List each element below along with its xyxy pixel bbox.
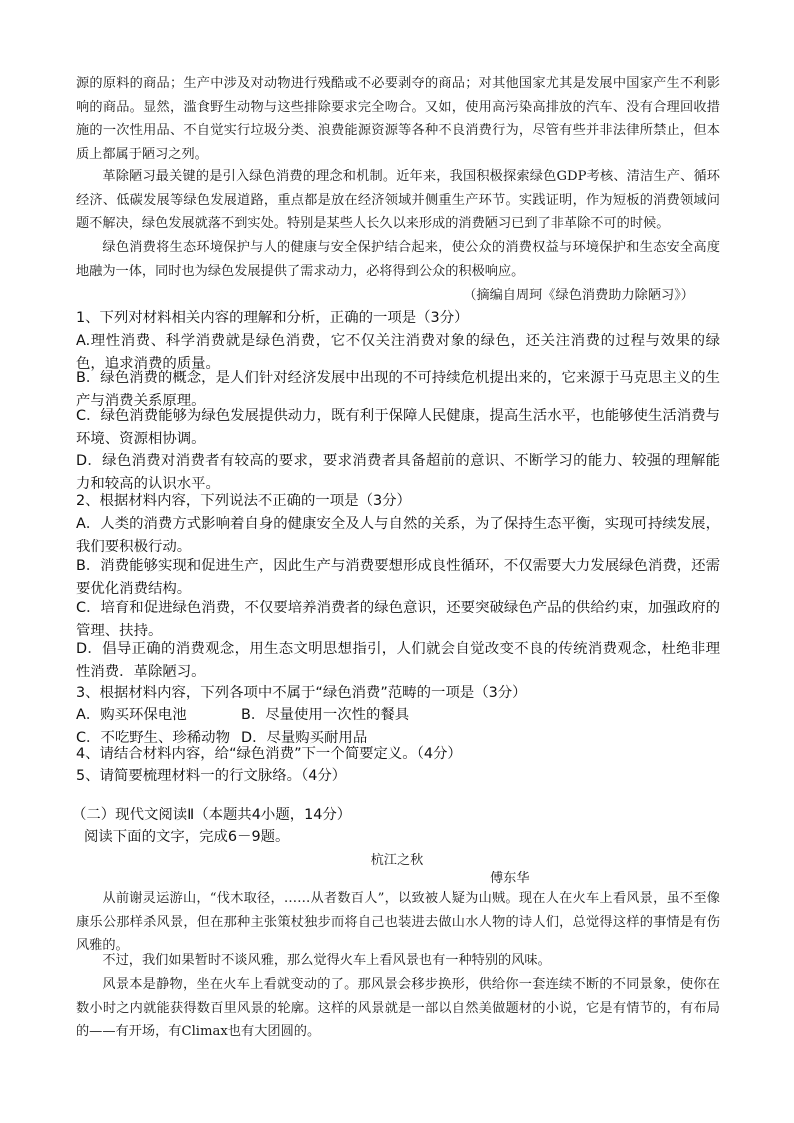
article-author: 傅东华 bbox=[490, 871, 530, 886]
question-3-option-b: B．尽量使用一次性的餐具 bbox=[241, 707, 410, 723]
article-paragraph-2: 不过，我们如果暂时不谈风雅，那么觉得火车上看风景也有一种特别的风味。 bbox=[102, 953, 551, 968]
passage1-source: （摘编自周珂《绿色消费助力除陋习》） bbox=[463, 288, 694, 303]
question-1-stem: 1、下列对材料相关内容的理解和分析，正确的一项是（3分） bbox=[76, 310, 469, 326]
question-2-option-b: B．消费能够实现和促进生产，因此生产与消费要想形成良性循环，不仅需要大力发展绿色消费，还需要优化消费结构。 bbox=[76, 558, 720, 598]
question-2-option-c: C．培育和促进绿色消费，不仅要培养消费者的绿色意识，还要突破绿色产品的供给约束，加强政府的管理、扶持。 bbox=[76, 600, 720, 640]
question-1-option-b: B．绿色消费的概念，是人们针对经济发展中出现的不可持续危机提出来的，它来源于马克思主义的生产与消费关系原理。 bbox=[76, 370, 720, 410]
article-paragraph-1: 从前谢灵运游山，“伐木取径，……从者数百人”，以致被人疑为山贼。现在人在火车上看风景，虽不至像康乐公那样杀风景，但在那种主张策杖独步而将自己也装进去做山水人物的诗人们，总觉得这样的事情是有伤风雅的。 bbox=[76, 891, 720, 953]
question-1-option-d: D．绿色消费对消费者有较高的要求，要求消费者具备超前的意识、不断学习的能力、较强的理解能力和较高的认识水平。 bbox=[76, 453, 720, 493]
question-3-option-d: D．尽量购买耐用品 bbox=[241, 730, 368, 747]
passage1-paragraph-2: 革除陋习最关键的是引入绿色消费的理念和机制。近年来，我国积极探索绿色GDP考核、清洁生产、循环经济、低碳发展等绿色发展道路，重点都是放在经济领域并侧重生产环节。实践证明，作为短板的消费领域问题不解决，绿色发展就落不到实处。特别是某些人长久以来形成的消费陋习已到了非革除不可的时候。 bbox=[76, 169, 720, 231]
passage1-paragraph-3: 绿色消费将生态环境保护与人的健康与安全保护结合起来，使公众的消费权益与环境保护和生态安全高度地融为一体，同时也为绿色发展提供了需求动力，必将得到公众的积极响应。 bbox=[76, 240, 720, 279]
question-3-stem: 3、根据材料内容，下列各项中不属于“绿色消费”范畴的一项是（3分） bbox=[76, 685, 527, 701]
question-4: 4、请结合材料内容，给“绿色消费”下一个简要定义。（4分） bbox=[76, 746, 462, 762]
question-5: 5、请简要梳理材料一的行文脉络。（4分） bbox=[76, 768, 347, 784]
question-3-option-a: A．购买环保电池 bbox=[76, 707, 187, 723]
question-1-option-a: A.理性消费、科学消费就是绿色消费，它不仅关注消费对象的绿色，还关注消费的过程与效果的绿色，追求消费的质量。 bbox=[76, 333, 720, 373]
section-2-header: （二）现代文阅读Ⅱ（本题共4小题，14分） bbox=[72, 807, 352, 823]
question-1-option-c: C．绿色消费能够为绿色发展提供动力，既有利于保障人民健康，提高生活水平，也能够使生活消费与环境、资源相协调。 bbox=[76, 408, 720, 448]
question-3-option-c: C．不吃野生、珍稀动物 bbox=[76, 730, 230, 747]
section-2-instruction: 阅读下面的文字，完成6－9题。 bbox=[84, 829, 290, 845]
question-2-stem: 2、根据材料内容，下列说法不正确的一项是（3分） bbox=[76, 493, 411, 509]
question-2-option-a: A．人类的消费方式影响着自身的健康安全及人与自然的关系，为了保持生态平衡，实现可持续发展，我们要积极行动。 bbox=[76, 516, 720, 556]
article-paragraph-3: 风景本是静物，坐在火车上看就变动的了。那风景会移步换形，供给你一套连续不断的不同景象，使你在数小时之内就能获得数百里风景的轮廓。这样的风景就是一部以自然美做题材的小说，它是有情节的，有布局的——有开场，有Climax也有大团圆的。 bbox=[76, 977, 720, 1039]
passage1-paragraph-continued: 源的原料的商品；生产中涉及对动物进行残酷或不必要剥夺的商品；对其他国家尤其是发展中国家产生不利影响的商品。显然，滥食野生动物与这些排除要求完全吻合。又如，使用高污染高排放的汽车、没有合理回收措施的一次性用品、不自觉实行垃圾分类、浪费能源资源等各种不良消费行为，尽管有些并非法律所禁止，但本质上都属于陋习之列。 bbox=[76, 76, 720, 162]
question-2-option-d: D．倡导正确的消费观念，用生态文明思想指引，人们就会自觉改变不良的传统消费观念，杜绝非理性消费．革除陋习。 bbox=[76, 641, 720, 681]
article-title: 杭江之秋 bbox=[370, 853, 424, 868]
question-3-options-row-1 bbox=[76, 704, 720, 727]
